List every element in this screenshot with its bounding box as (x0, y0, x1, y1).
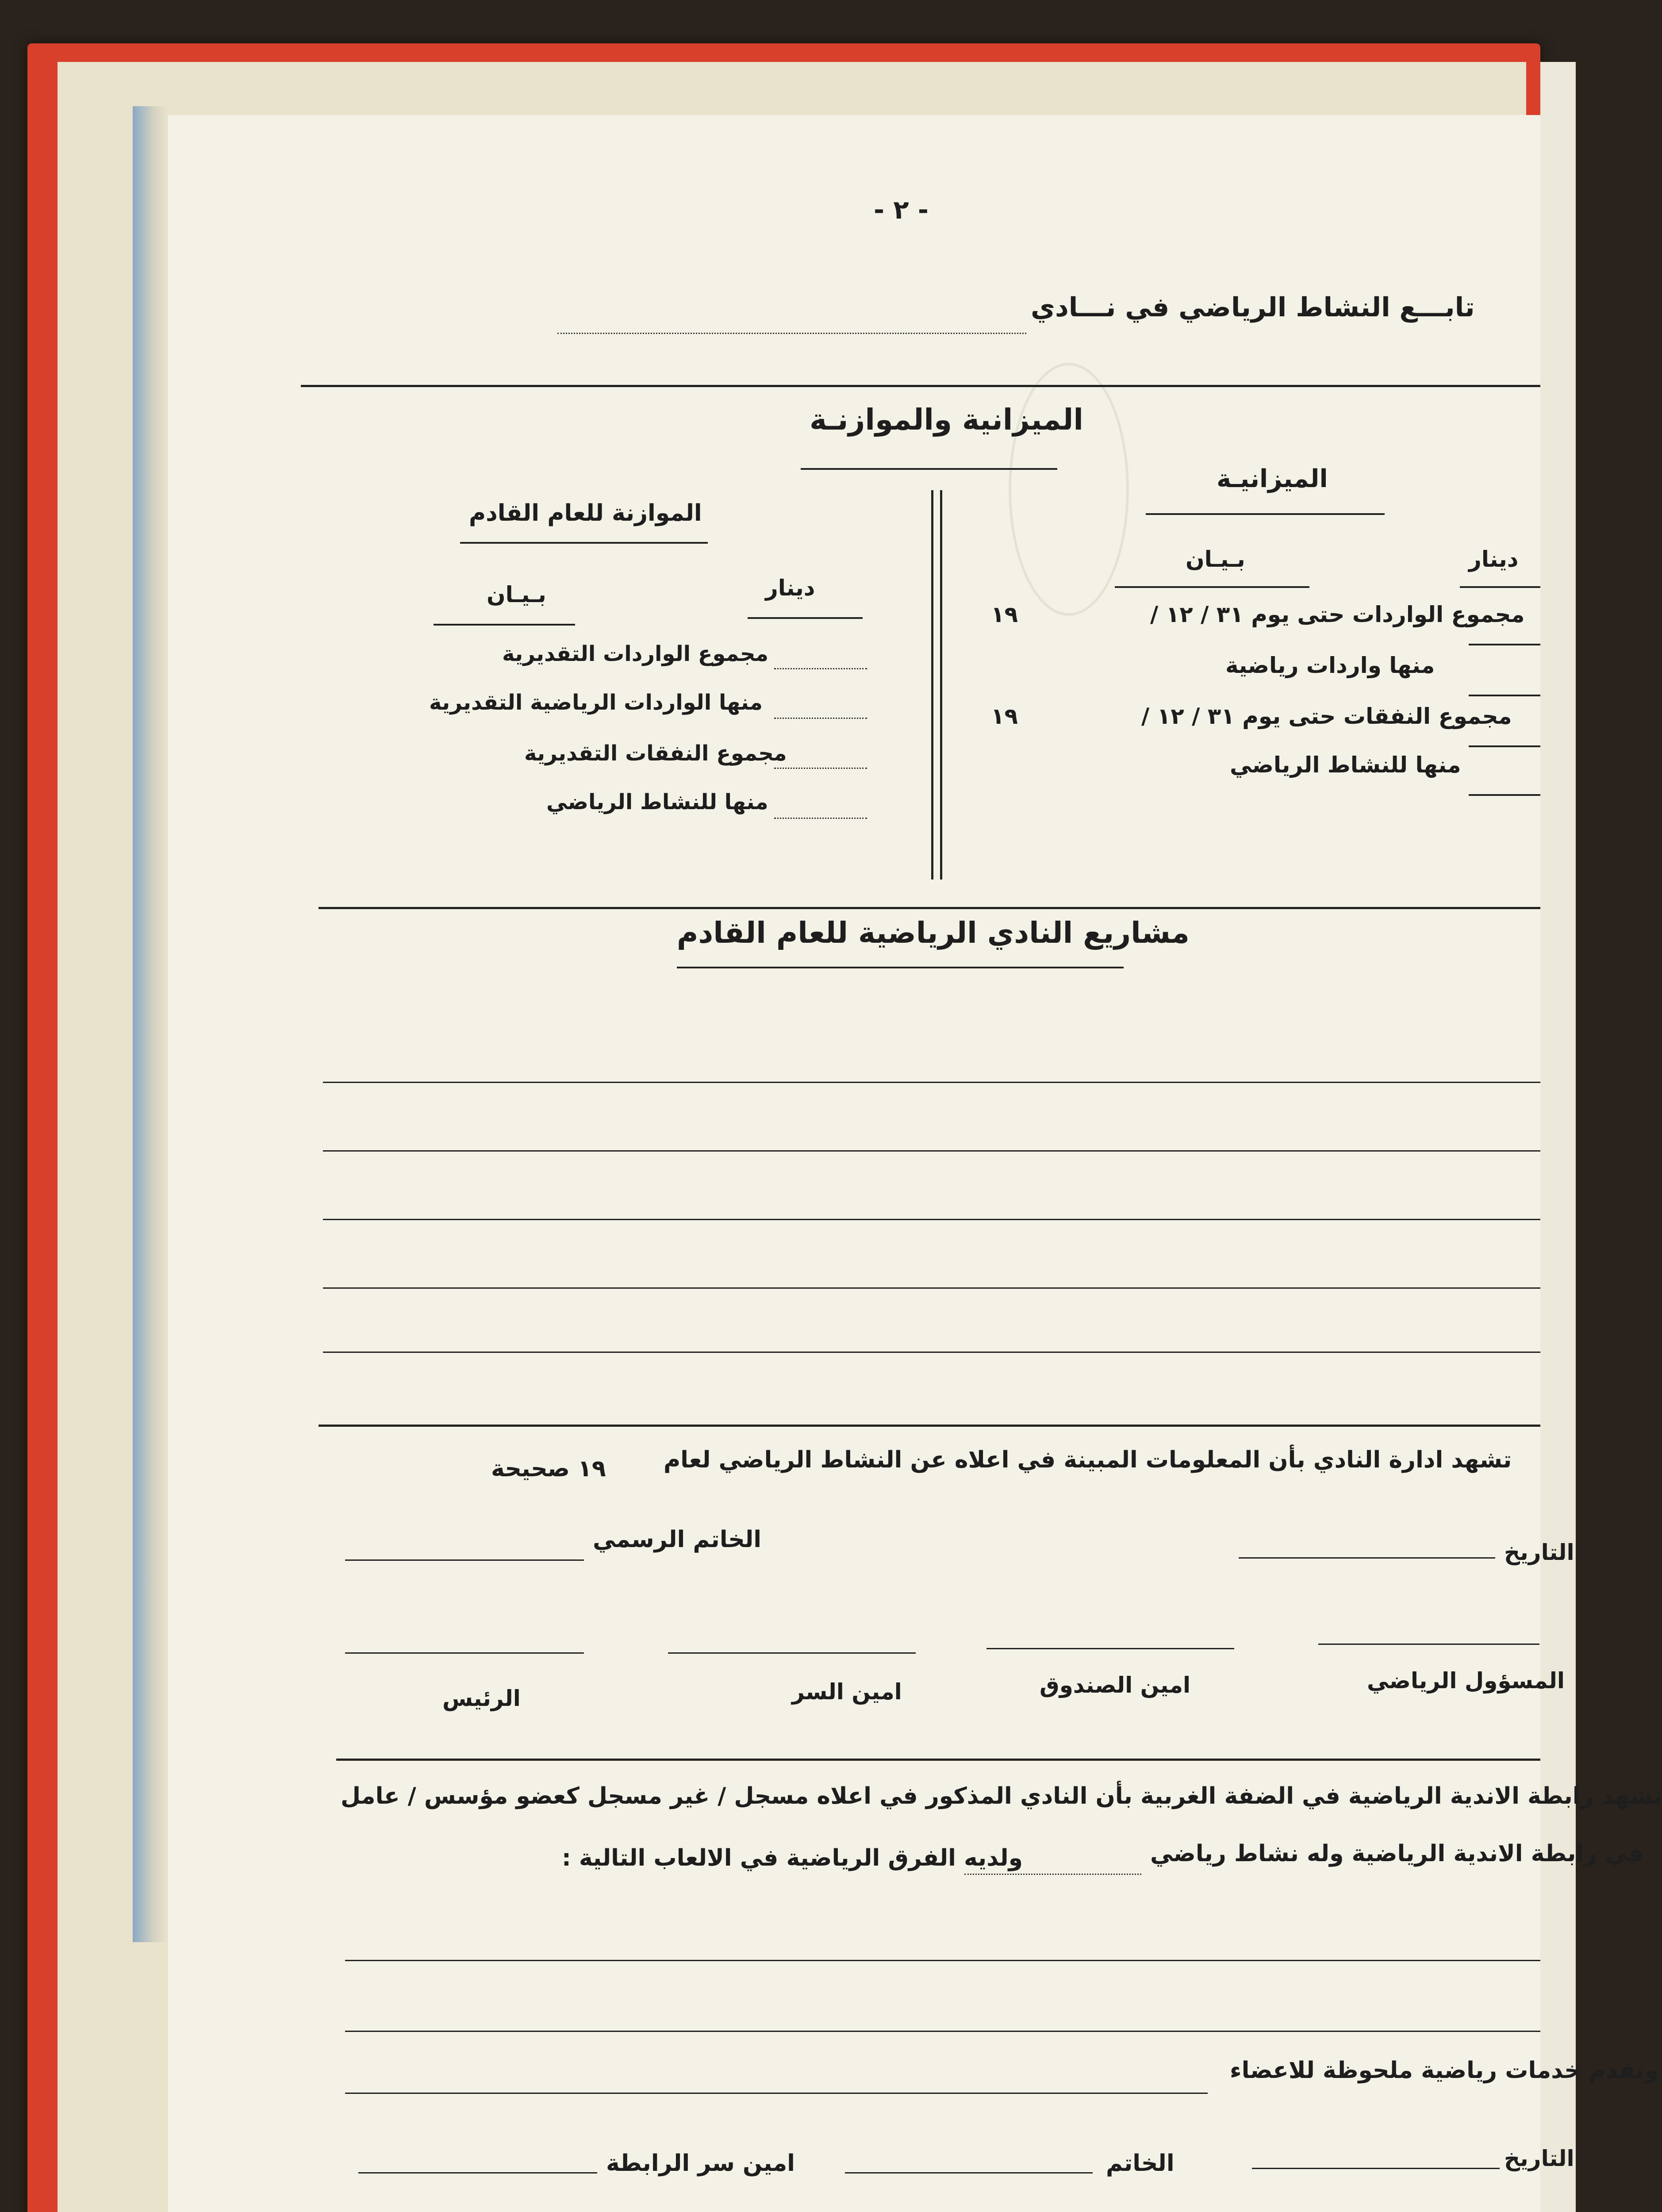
budget-item-col-underline (1115, 586, 1309, 588)
league-services-field (345, 2093, 1208, 2094)
certification-bottom-divider (336, 1759, 1540, 1761)
sports-officer-label: المسؤول الرياضي (1367, 1668, 1565, 1694)
league-statement-line1: تشهد رابطة الاندية الرياضية في الضفة الغربية بأن النادي المذكور في اعلاه مسجل / غير مسجل كعضو مؤسس / عامل (341, 1783, 1662, 1809)
league-statement-line2b: ولديه الفرق الرياضية في الالعاب التالية : (562, 1845, 1023, 1871)
budget-dinar-col: دينار (1469, 546, 1519, 572)
club-date-field (1239, 1557, 1495, 1559)
signature-line-secretary (668, 1652, 916, 1654)
budget-amount-line (1469, 695, 1540, 696)
estimate-amount-field (774, 818, 867, 819)
projects-title-underline (677, 967, 1124, 968)
budget-row-expenses-year: ١٩ (991, 703, 1018, 729)
signature-line-president (345, 1652, 584, 1654)
projects-line-1 (323, 1082, 1540, 1083)
projects-line-5 (323, 1352, 1540, 1353)
budget-amount-line (1469, 745, 1540, 747)
projects-bottom-divider (319, 1425, 1540, 1427)
league-statement-line2a: في رابطة الاندية الرياضية وله نشاط رياضي (1150, 1840, 1643, 1867)
budget-divider-a (931, 490, 933, 879)
league-activity-field (964, 1874, 1141, 1875)
estimate-dinar-col: دينار (765, 575, 815, 601)
budget-title-underline (801, 468, 1057, 470)
certification-text: تشهد ادارة النادي بأن المعلومات المبينة في اعلاه عن النشاط الرياضي لعام (664, 1447, 1512, 1473)
signature-line-sports-officer (1318, 1644, 1539, 1645)
budget-row-total-expenses: مجموع النفقات حتى يوم ٣١ / ١٢ / (1141, 703, 1512, 729)
form-header-title: تابـــع النشاط الرياضي في نـــادي (1031, 292, 1475, 323)
treasurer-label: امين الصندوق (1040, 1672, 1191, 1698)
projects-line-4 (323, 1287, 1540, 1289)
page-edge (133, 106, 168, 1942)
budget-bottom-divider (319, 907, 1540, 909)
projects-line-3 (323, 1219, 1540, 1220)
estimate-heading: الموازنة للعام القادم (469, 500, 702, 526)
budget-heading: الميزانيـة (1217, 465, 1328, 493)
club-name-field (557, 333, 1026, 334)
club-seal-field (345, 1559, 584, 1561)
president-label: الرئيس (442, 1686, 521, 1711)
league-secretary-label: امين سر الرابطة (606, 2150, 795, 2177)
league-seal-label: الخاتم (1106, 2150, 1175, 2177)
budget-divider-b (940, 490, 942, 879)
estimate-row-total-expenses: مجموع النفقات التقديرية (524, 741, 787, 766)
projects-line-2 (323, 1150, 1540, 1152)
budget-amount-line (1469, 794, 1540, 796)
club-date-label: التاريخ (1504, 1540, 1574, 1565)
budget-section-title: الميزانية والموازنـة (810, 403, 1084, 437)
certification-year: ١٩ صحيحة (491, 1455, 606, 1482)
estimate-row-total-revenue: مجموع الواردات التقديرية (502, 641, 769, 666)
budget-item-col: بـيـان (1186, 546, 1245, 572)
next-page-edge (1540, 62, 1576, 2212)
budget-row-revenue-year: ١٩ (991, 602, 1018, 627)
page-number: - ٢ - (874, 195, 929, 225)
signature-line-treasurer (986, 1648, 1234, 1649)
header-divider (301, 385, 1540, 387)
estimate-amount-field (774, 668, 867, 669)
club-seal-label: الخاتم الرسمي (593, 1526, 762, 1553)
projects-title: مشاريع النادي الرياضية للعام القادم (677, 916, 1190, 950)
estimate-item-col-underline (434, 624, 575, 626)
budget-row-sport-expenses: منها للنشاط الرياضي (1230, 752, 1461, 778)
league-secretary-field (358, 2172, 597, 2174)
estimate-amount-field (774, 768, 867, 769)
budget-amount-line (1469, 644, 1540, 645)
estimate-row-sport-revenue: منها الواردات الرياضية التقديرية (429, 690, 763, 715)
budget-dinar-col-underline (1460, 586, 1540, 588)
league-teams-line-2 (345, 2031, 1540, 2032)
estimate-row-sport-expenses: منها للنشاط الرياضي (546, 790, 768, 814)
budget-row-total-revenue: مجموع الواردات حتى يوم ٣١ / ١٢ / (1150, 602, 1525, 627)
faint-emblem (1009, 363, 1129, 616)
estimate-amount-field (774, 718, 867, 719)
league-seal-field (845, 2172, 1093, 2174)
estimate-heading-underline (460, 542, 708, 544)
form-page (168, 115, 1662, 2212)
league-services-text: وتقدم خدمات رياضية ملحوظة للاعضاء (1230, 2057, 1659, 2084)
estimate-item-col: بـيـان (487, 582, 546, 607)
league-date-field (1252, 2168, 1500, 2169)
budget-row-sport-revenue: منها واردات رياضية (1225, 653, 1435, 678)
league-teams-line-1 (345, 1960, 1540, 1961)
estimate-dinar-col-underline (748, 617, 863, 619)
secretary-label: امين السر (792, 1679, 902, 1705)
league-date-label: التاريخ (1504, 2146, 1574, 2171)
budget-heading-underline (1146, 513, 1385, 515)
